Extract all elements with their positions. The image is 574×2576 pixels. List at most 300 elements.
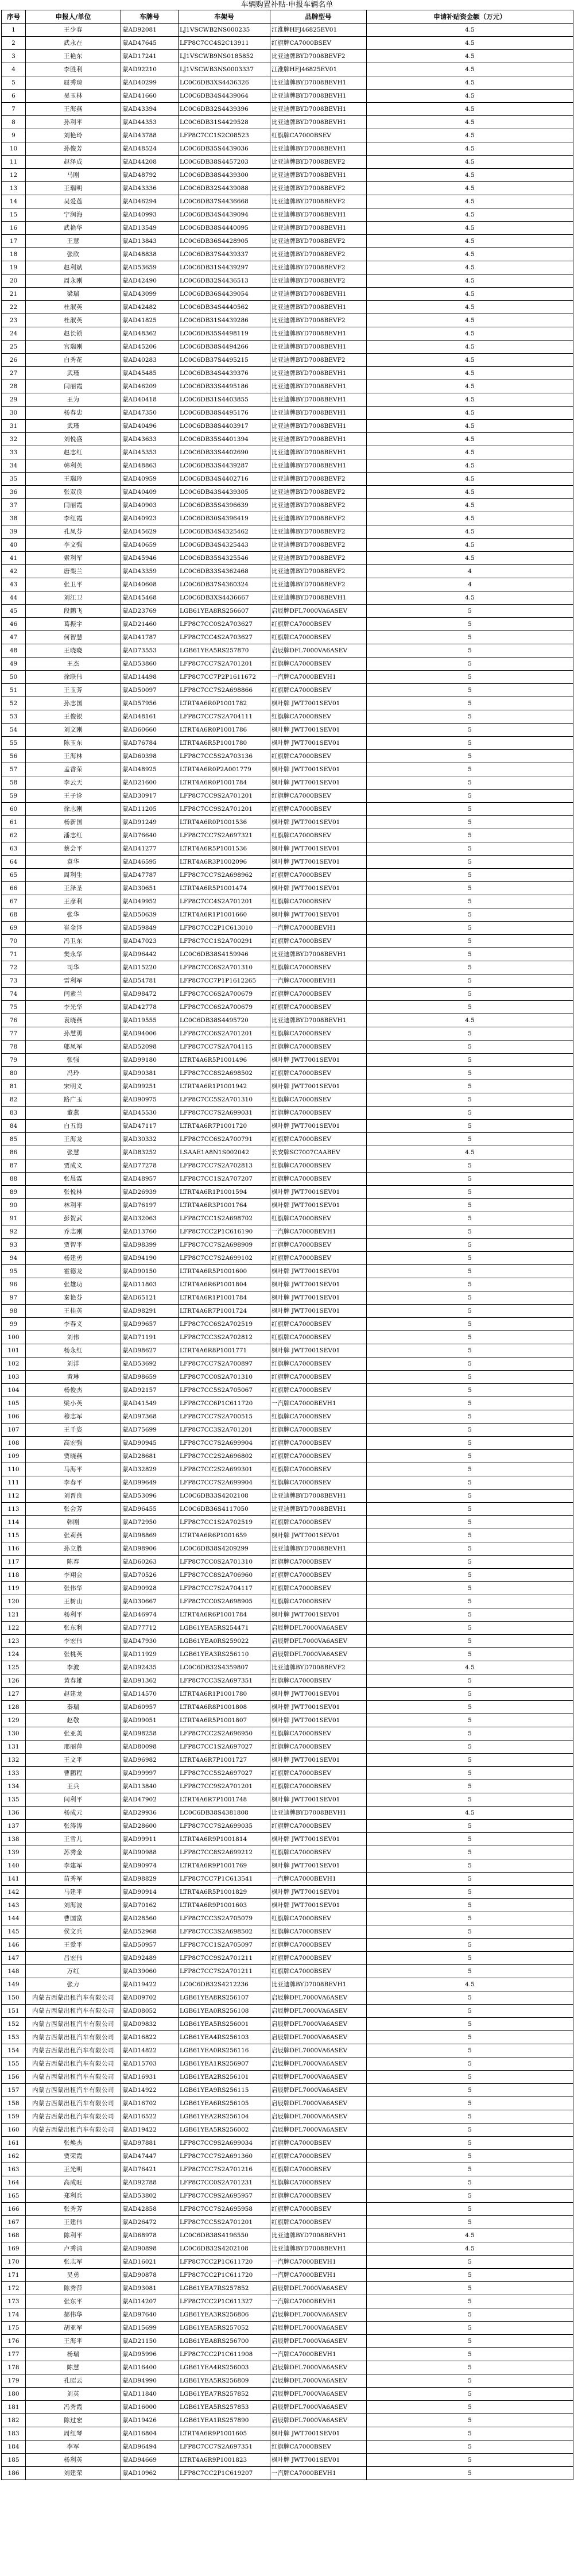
amount-cell: 4.5 (367, 1661, 573, 1674)
plate-cell: 蒙AD94190 (121, 1252, 179, 1265)
model-cell: 红旗牌CA7000BSEV (270, 790, 367, 803)
vin-cell: LC0C6DB32S4439396 (179, 103, 270, 116)
seq-cell: 183 (2, 2427, 26, 2440)
seq-cell: 108 (2, 1437, 26, 1450)
amount-cell: 4.5 (367, 63, 573, 76)
seq-cell: 5 (2, 76, 26, 90)
seq-cell: 91 (2, 1212, 26, 1225)
seq-cell: 16 (2, 222, 26, 235)
table-row (2, 1595, 573, 1608)
model-cell: 比亚迪牌BYD7008BEVH1 (270, 1807, 367, 1820)
plate-cell: 蒙AD92157 (121, 1384, 179, 1397)
vin-cell: LGB61YEA7RS257852 (179, 2282, 270, 2295)
seq-cell: 86 (2, 1146, 26, 1159)
model-cell: 启辰牌DFL7000VA6ASEV (270, 2031, 367, 2044)
plate-cell: 蒙AD70162 (121, 1899, 179, 1912)
vin-cell: LTRT4A6R7P1001724 (179, 1305, 270, 1318)
amount-cell: 5 (367, 2256, 573, 2269)
plate-cell: 蒙AD52098 (121, 1041, 179, 1054)
plate-cell: 蒙AD96455 (121, 1503, 179, 1516)
model-cell: 枫叶牌 JWT7001SEV01 (270, 1754, 367, 1767)
table-row (2, 1925, 573, 1939)
applicant-cell: 王晓晓 (26, 644, 121, 657)
table-row (2, 1807, 573, 1820)
plate-cell: 蒙AD41825 (121, 314, 179, 327)
amount-cell: 5 (367, 1859, 573, 1873)
table-row (2, 697, 573, 710)
vin-cell: LTRT4A6R7P1001748 (179, 1793, 270, 1807)
model-cell: 比亚迪牌BYD7008BEVF2 (270, 1661, 367, 1674)
table-row (2, 935, 573, 948)
vin-cell: LC0C6DB37S4495215 (179, 354, 270, 367)
seq-cell: 27 (2, 367, 26, 380)
applicant-cell: 闫丽霞 (26, 499, 121, 512)
amount-cell: 5 (367, 1714, 573, 1727)
amount-cell: 4.5 (367, 248, 573, 261)
table-row (2, 1093, 573, 1107)
applicant-cell: 秦艳芬 (26, 1291, 121, 1305)
plate-cell: 蒙AD16804 (121, 2427, 179, 2440)
plate-cell: 蒙AD57956 (121, 697, 179, 710)
seq-cell: 138 (2, 1833, 26, 1846)
applicant-cell: 孔凤芬 (26, 525, 121, 539)
amount-cell: 5 (367, 1582, 573, 1595)
plate-cell: 蒙AD77278 (121, 1159, 179, 1173)
plate-cell: 蒙AD11803 (121, 1278, 179, 1291)
plate-cell: 蒙AD50639 (121, 908, 179, 922)
model-cell: 枫叶牌 JWT7001SEV01 (270, 1120, 367, 1133)
vin-cell: LC0C6DB38S4196550 (179, 2229, 270, 2242)
vin-cell: LC0C6DB32S4439088 (179, 182, 270, 195)
plate-cell: 蒙AD43633 (121, 433, 179, 446)
amount-cell: 5 (367, 1939, 573, 1952)
model-cell: 比亚迪牌BYD7008BEVH1 (270, 407, 367, 420)
model-cell: 比亚迪牌BYD7008BEVH1 (270, 1542, 367, 1556)
applicant-cell: 张卫平 (26, 578, 121, 591)
model-cell: 枫叶牌 JWT7001SEV01 (270, 763, 367, 776)
amount-cell: 5 (367, 1001, 573, 1014)
plate-cell: 蒙AD16000 (121, 2401, 179, 2414)
table-row (2, 882, 573, 895)
plate-cell: 蒙AD19555 (121, 1014, 179, 1027)
model-cell: 一汽牌CA7000BEVH1 (270, 974, 367, 988)
table-row (2, 1556, 573, 1569)
plate-cell: 蒙AD76640 (121, 829, 179, 842)
plate-cell: 蒙AD46974 (121, 1608, 179, 1622)
seq-cell: 48 (2, 644, 26, 657)
plate-cell: 蒙AD40418 (121, 393, 179, 407)
model-cell: 枫叶牌 JWT7001SEV01 (270, 724, 367, 737)
vin-cell: LTRT4A6R7P1001727 (179, 1754, 270, 1767)
plate-cell: 蒙AD49952 (121, 895, 179, 908)
vin-cell: LGB61YEA5RS257853 (179, 2401, 270, 2414)
table-row (2, 829, 573, 842)
table-row (2, 2110, 573, 2124)
applicant-cell: 秦瑞 (26, 1701, 121, 1714)
table-row (2, 116, 573, 129)
applicant-cell: 穆志军 (26, 1410, 121, 1424)
table-row (2, 2440, 573, 2454)
table-row (2, 1318, 573, 1331)
vin-cell: LGB61YEA3RS256806 (179, 2308, 270, 2322)
model-cell: 红旗牌CA7000BSEV (270, 1384, 367, 1397)
model-cell: 枫叶牌 JWT7001SEV01 (270, 1899, 367, 1912)
amount-cell: 4.5 (367, 116, 573, 129)
vin-cell: LGB61YEA4RS256003 (179, 2361, 270, 2374)
amount-cell: 4.5 (367, 539, 573, 552)
plate-cell: 蒙AD17241 (121, 50, 179, 63)
model-cell: 启辰牌DFL7000VA6ASEV (270, 1991, 367, 2005)
vin-cell: LC0C6DB3XS4436667 (179, 591, 270, 605)
table-row (2, 288, 573, 301)
model-cell: 比亚迪牌BYD7008BEVF2 (270, 539, 367, 552)
vin-cell: LFP8C7CC9S2A701201 (179, 790, 270, 803)
plate-cell: 蒙AD99997 (121, 1767, 179, 1780)
plate-cell: 蒙AD90928 (121, 1582, 179, 1595)
seq-cell: 33 (2, 446, 26, 459)
amount-cell: 4.5 (367, 182, 573, 195)
vin-cell: LC0C6DB34S4439376 (179, 367, 270, 380)
plate-cell: 蒙AD14498 (121, 671, 179, 684)
plate-cell: 蒙AD41277 (121, 842, 179, 856)
applicant-cell: 潘志红 (26, 829, 121, 842)
applicant-cell: 赵建龙 (26, 1688, 121, 1701)
vin-cell: LC0C6DB37S4360324 (179, 578, 270, 591)
model-cell: 红旗牌CA7000BSEV (270, 1107, 367, 1120)
vin-cell: LTRT4A6R5P1001474 (179, 882, 270, 895)
plate-cell: 蒙AD46294 (121, 195, 179, 208)
plate-cell: 蒙AD80098 (121, 1740, 179, 1754)
amount-cell: 4.5 (367, 393, 573, 407)
model-cell: 启辰牌DFL7000VA6ASEV (270, 2071, 367, 2084)
vin-cell: LC0C6DB32S4212236 (179, 1978, 270, 1991)
plate-cell: 蒙AD14922 (121, 2084, 179, 2097)
applicant-cell: 刘洋 (26, 1357, 121, 1371)
plate-cell: 蒙AD40283 (121, 354, 179, 367)
plate-cell: 蒙AD10962 (121, 2467, 179, 2480)
seq-cell: 159 (2, 2110, 26, 2124)
amount-cell: 5 (367, 1529, 573, 1542)
vin-cell: LFP8C7CC7S2A701211 (179, 1965, 270, 1978)
vin-cell: LFP8C7CC0S2A703627 (179, 618, 270, 631)
seq-cell: 28 (2, 380, 26, 393)
seq-cell: 26 (2, 354, 26, 367)
vin-cell: LTRT4A6R6P1001659 (179, 1529, 270, 1542)
model-cell: 启辰牌DFL7000VA6ASEV (270, 2005, 367, 2018)
amount-cell: 5 (367, 631, 573, 644)
table-row (2, 1371, 573, 1384)
table-row (2, 2216, 573, 2229)
vin-cell: LGB61YEA8RS256607 (179, 605, 270, 618)
table-row (2, 1397, 573, 1410)
table-row (2, 1780, 573, 1793)
vin-cell: LGB61YEA0RS256108 (179, 2005, 270, 2018)
applicant-cell: 王艳东 (26, 50, 121, 63)
plate-cell: 蒙AD21150 (121, 2335, 179, 2348)
model-cell: 红旗牌CA7000BSEV (270, 1767, 367, 1780)
vin-cell: LFP8C7CC7S2A700897 (179, 1357, 270, 1371)
seq-cell: 31 (2, 420, 26, 433)
table-row (2, 763, 573, 776)
vin-cell: LGB61YEA5RS256002 (179, 2124, 270, 2137)
applicant-cell: 宫瑞刚 (26, 341, 121, 354)
vin-cell: LFP8C7CC7S2A697351 (179, 2440, 270, 2454)
plate-cell: 蒙AD94006 (121, 1027, 179, 1041)
model-cell: 红旗牌CA7000BSEV (270, 1582, 367, 1595)
plate-cell: 蒙AD96982 (121, 1754, 179, 1767)
plate-cell: 蒙AD98258 (121, 1727, 179, 1740)
model-cell: 红旗牌CA7000BSEV (270, 684, 367, 697)
amount-cell: 5 (367, 1648, 573, 1661)
table-row (2, 2414, 573, 2427)
seq-cell: 148 (2, 1965, 26, 1978)
table-row (2, 2018, 573, 2031)
amount-cell: 5 (367, 974, 573, 988)
vin-cell: LFP8C7CC5S2A701201 (179, 2216, 270, 2229)
model-cell: 启辰牌DFL7000VA6ASEV (270, 2374, 367, 2388)
seq-cell: 82 (2, 1093, 26, 1107)
table-row (2, 499, 573, 512)
applicant-cell: 吴爱莲 (26, 195, 121, 208)
seq-cell: 121 (2, 1608, 26, 1622)
plate-cell: 蒙AD43788 (121, 129, 179, 142)
seq-cell: 146 (2, 1939, 26, 1952)
model-cell: 比亚迪牌BYD7008BEVF2 (270, 195, 367, 208)
vin-cell: LGB61YEA1RS257890 (179, 2414, 270, 2427)
seq-cell: 41 (2, 552, 26, 565)
applicant-cell: 李军 (26, 2440, 121, 2454)
plate-cell: 蒙AD42482 (121, 301, 179, 314)
amount-cell: 4 (367, 578, 573, 591)
plate-cell: 蒙AD71191 (121, 1331, 179, 1344)
plate-cell: 蒙AD40903 (121, 499, 179, 512)
model-cell: 红旗牌CA7000BSEV (270, 1041, 367, 1054)
model-cell: 红旗牌CA7000BSEV (270, 1318, 367, 1331)
vin-cell: LC0C6DB38S4440095 (179, 222, 270, 235)
amount-cell: 5 (367, 1767, 573, 1780)
seq-cell: 116 (2, 1542, 26, 1556)
seq-cell: 60 (2, 803, 26, 816)
vin-cell: LTRT4A6R5P1001496 (179, 1054, 270, 1067)
applicant-cell: 韩刚 (26, 1516, 121, 1529)
table-row (2, 420, 573, 433)
vin-cell: LTRT4A6R9P1001814 (179, 1833, 270, 1846)
applicant-cell: 孙俊芳 (26, 142, 121, 156)
table-row (2, 644, 573, 657)
model-cell: 红旗牌CA7000BSEV (270, 1556, 367, 1569)
seq-cell: 115 (2, 1529, 26, 1542)
plate-cell: 蒙AD65121 (121, 1291, 179, 1305)
plate-cell: 蒙AD13843 (121, 235, 179, 248)
vin-cell: LC0C6DB34S4325443 (179, 539, 270, 552)
applicant-cell: 梁瑞 (26, 288, 121, 301)
plate-cell: 蒙AD42778 (121, 1001, 179, 1014)
amount-cell: 5 (367, 1291, 573, 1305)
model-cell: 枫叶牌 JWT7001SEV01 (270, 842, 367, 856)
table-row (2, 1450, 573, 1463)
vin-cell: LC0C6DB33S4202108 (179, 1490, 270, 1503)
seq-cell: 52 (2, 697, 26, 710)
applicant-cell: 刘江卫 (26, 591, 121, 605)
table-row (2, 367, 573, 380)
seq-cell: 11 (2, 156, 26, 169)
amount-cell: 5 (367, 1107, 573, 1120)
header-vin: 车架号 (179, 10, 270, 24)
table-row (2, 2467, 573, 2480)
applicant-cell: 冯秀霞 (26, 2401, 121, 2414)
amount-cell: 5 (367, 2427, 573, 2440)
amount-cell: 5 (367, 1424, 573, 1437)
amount-cell: 5 (367, 1278, 573, 1291)
plate-cell: 蒙AD48863 (121, 459, 179, 473)
amount-cell: 5 (367, 776, 573, 790)
vin-cell: LFP8C7CC7S2A701216 (179, 2163, 270, 2176)
table-row (2, 1529, 573, 1542)
applicant-cell: 张力 (26, 1978, 121, 1991)
header-amount: 申请补贴资金额（万元） (367, 10, 573, 24)
plate-cell: 蒙AD93081 (121, 2282, 179, 2295)
plate-cell: 蒙AD14822 (121, 2044, 179, 2057)
table-row (2, 512, 573, 525)
table-row (2, 1331, 573, 1344)
amount-cell: 4.5 (367, 459, 573, 473)
amount-cell: 5 (367, 1159, 573, 1173)
applicant-cell: 张华 (26, 908, 121, 922)
plate-cell: 蒙AD40959 (121, 473, 179, 486)
applicant-cell: 吴勇 (26, 2269, 121, 2282)
plate-cell: 蒙AD28600 (121, 1820, 179, 1833)
table-row (2, 182, 573, 195)
model-cell: 红旗牌CA7000BSEV (270, 1740, 367, 1754)
table-row (2, 948, 573, 961)
amount-cell: 5 (367, 2322, 573, 2335)
vin-cell: LFP8C7CC4S2A703627 (179, 631, 270, 644)
document-title: 车辆购置补贴-申报车辆名单 (241, 1, 333, 9)
model-cell: 红旗牌CA7000BSEV (270, 2440, 367, 2454)
model-cell: 枫叶牌 JWT7001SEV01 (270, 697, 367, 710)
amount-cell: 4.5 (367, 288, 573, 301)
plate-cell: 蒙AD53096 (121, 1490, 179, 1503)
applicant-cell: 张欣 (26, 248, 121, 261)
table-row (2, 974, 573, 988)
model-cell: 比亚迪牌BYD7008BEVF2 (270, 182, 367, 195)
table-row (2, 2256, 573, 2269)
table-row (2, 552, 573, 565)
seq-cell: 161 (2, 2137, 26, 2150)
amount-cell: 5 (367, 1252, 573, 1265)
table-row (2, 1239, 573, 1252)
model-cell: 红旗牌CA7000BSEV (270, 1239, 367, 1252)
seq-cell: 12 (2, 169, 26, 182)
plate-cell: 蒙AD47447 (121, 2150, 179, 2163)
vin-cell: LTRT4A6R1P1001780 (179, 1688, 270, 1701)
seq-cell: 81 (2, 1080, 26, 1093)
vin-cell: LTRT4A6R0P1001786 (179, 724, 270, 737)
amount-cell: 5 (367, 1833, 573, 1846)
plate-cell: 蒙AD76784 (121, 737, 179, 750)
vin-cell: LTRT4A6R9P1001823 (179, 2454, 270, 2467)
plate-cell: 蒙AD45353 (121, 446, 179, 459)
table-row (2, 1107, 573, 1120)
header-applicant: 申报人/单位 (26, 10, 121, 24)
model-cell: 比亚迪牌BYD7008BEVH1 (270, 420, 367, 433)
applicant-cell: 刘海波 (26, 1899, 121, 1912)
amount-cell: 5 (367, 1595, 573, 1608)
amount-cell: 5 (367, 1899, 573, 1912)
amount-cell: 5 (367, 697, 573, 710)
amount-cell: 5 (367, 1516, 573, 1529)
table-row (2, 565, 573, 578)
seq-cell: 153 (2, 2031, 26, 2044)
seq-cell: 136 (2, 1807, 26, 1820)
amount-cell: 5 (367, 869, 573, 882)
table-row (2, 671, 573, 684)
model-cell: 一汽牌CA7000BEVH1 (270, 2295, 367, 2308)
table-row (2, 2374, 573, 2388)
seq-cell: 135 (2, 1793, 26, 1807)
applicant-cell: 武永在 (26, 37, 121, 50)
amount-cell: 5 (367, 2440, 573, 2454)
amount-cell: 5 (367, 1556, 573, 1569)
plate-cell: 蒙AD47350 (121, 407, 179, 420)
table-row (2, 459, 573, 473)
model-cell: 红旗牌CA7000BSEV (270, 1569, 367, 1582)
table-row (2, 1688, 573, 1701)
vin-cell: LC0C6DB43S4439305 (179, 486, 270, 499)
seq-cell: 144 (2, 1912, 26, 1925)
applicant-cell: 王少春 (26, 24, 121, 37)
applicant-cell: 李云天 (26, 776, 121, 790)
seq-cell: 186 (2, 2467, 26, 2480)
amount-cell: 5 (367, 2414, 573, 2427)
amount-cell: 5 (367, 1727, 573, 1740)
table-row (2, 380, 573, 393)
plate-cell: 蒙AD44353 (121, 116, 179, 129)
plate-cell: 蒙AD32829 (121, 1463, 179, 1476)
plate-cell: 蒙AD99649 (121, 1476, 179, 1490)
applicant-cell: 王瑞玲 (26, 473, 121, 486)
applicant-cell: 陈过宏 (26, 2414, 121, 2427)
applicant-cell: 侯文兵 (26, 1925, 121, 1939)
vin-cell: LFP8C7CC7P1P1612265 (179, 974, 270, 988)
model-cell: 比亚迪牌BYD7008BEVH1 (270, 1490, 367, 1503)
model-cell: 红旗牌CA7000BSEV (270, 750, 367, 763)
vin-cell: LC0C6DB35S4401394 (179, 433, 270, 446)
plate-cell: 蒙AD11929 (121, 1648, 179, 1661)
vin-cell: LFP8C7CC6S2A700791 (179, 1133, 270, 1146)
model-cell: 红旗牌CA7000BSEV (270, 1727, 367, 1740)
applicant-cell: 闫利平 (26, 1793, 121, 1807)
plate-cell: 蒙AD46595 (121, 856, 179, 869)
table-row (2, 1873, 573, 1886)
table-row (2, 869, 573, 882)
vin-cell: LC0C6DB36S4428905 (179, 235, 270, 248)
applicant-cell: 彭贺武 (26, 1212, 121, 1225)
applicant-cell: 杨新国 (26, 816, 121, 829)
seq-cell: 39 (2, 525, 26, 539)
plate-cell: 蒙AD99251 (121, 1080, 179, 1093)
applicant-cell: 张秀芳 (26, 2203, 121, 2216)
table-row (2, 2335, 573, 2348)
model-cell: 枫叶牌 JWT7001SEV01 (270, 1886, 367, 1899)
amount-cell: 5 (367, 1463, 573, 1476)
applicant-cell: 孙利平 (26, 116, 121, 129)
applicant-cell: 张晨霖 (26, 1173, 121, 1186)
amount-cell: 5 (367, 1305, 573, 1318)
amount-cell: 5 (367, 671, 573, 684)
applicant-cell: 孙慧勇 (26, 1027, 121, 1041)
amount-cell: 5 (367, 1622, 573, 1635)
